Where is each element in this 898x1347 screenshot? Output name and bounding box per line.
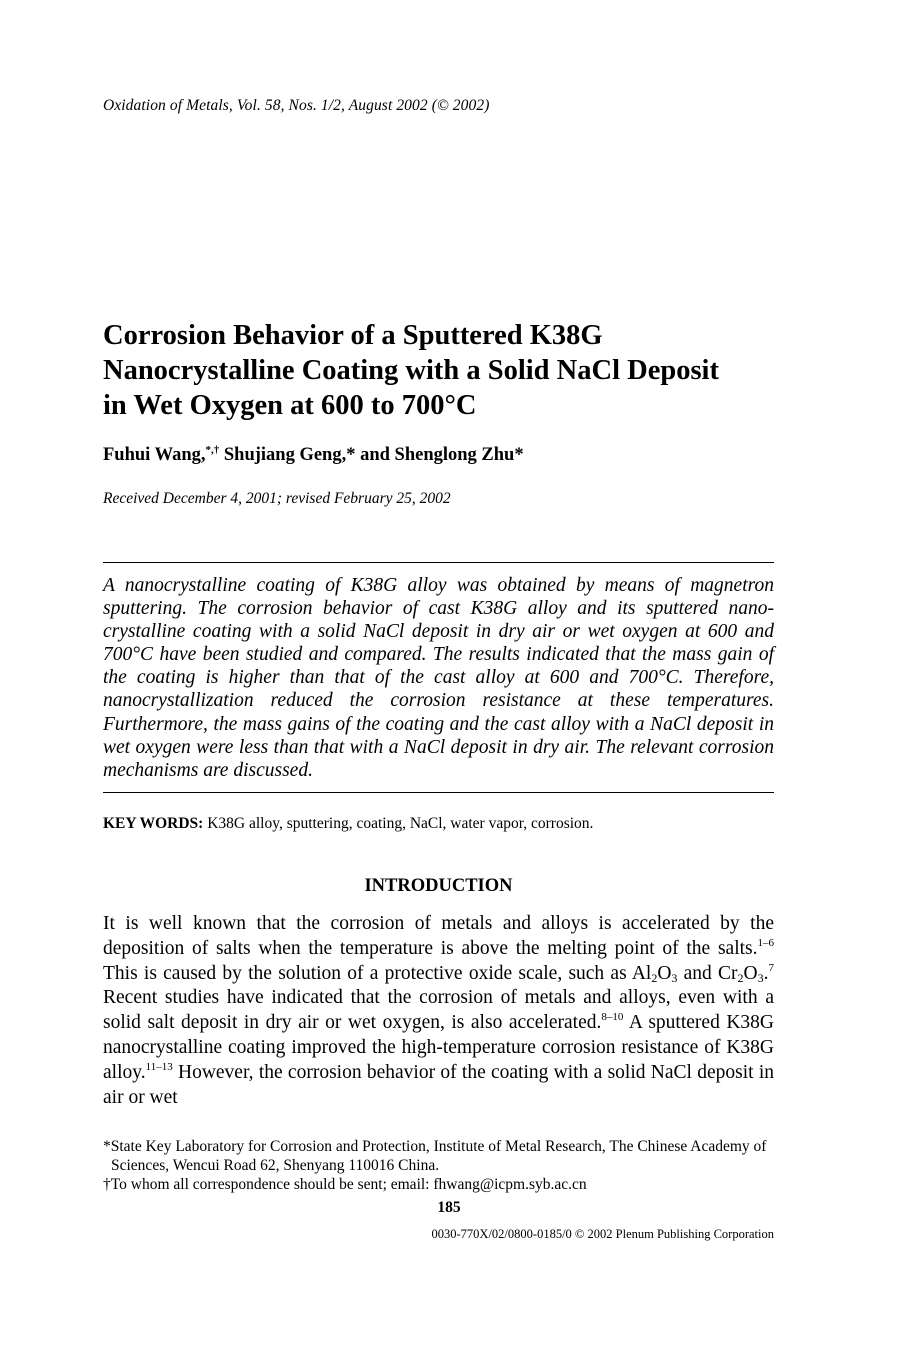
abstract-bottom-rule: [103, 792, 774, 793]
article-title: [103, 318, 803, 423]
footnote-affiliation: *State Key Laboratory for Corrosion and Protection, Institute of Metal Research, The Chinese Academy of Sciences, Wencui Road 62, Shenyang 110016 China.: [103, 1138, 767, 1174]
intro-text: and Cr: [677, 962, 738, 984]
title-line: in Wet Oxygen at 600 to 700°C: [103, 390, 477, 421]
page-number: 185: [437, 1199, 461, 1216]
footnote-correspondence: †To whom all correspondence should be sent; email: fhwang@icpm.syb.ac.cn: [103, 1176, 587, 1193]
author-name: Fuhui Wang,: [103, 445, 206, 466]
title-line: Nanocrystalline Coating with a Solid NaCl Deposit: [103, 355, 719, 386]
keywords: [103, 815, 593, 833]
intro-text: A sputtered K38G nanocrystalline coating improved the high-temperature corrosion resistance of K38G alloy.: [103, 1012, 774, 1083]
subscript: 2: [651, 970, 658, 985]
reference-mark: 8–10: [601, 1011, 624, 1024]
intro-text: .: [763, 962, 769, 984]
abstract-top-rule: [103, 562, 774, 563]
intro-text: O: [657, 962, 672, 984]
abstract: A nanocrystalline coating of K38G alloy was obtained by means of magnetron sputtering. The corrosion behavior of cast K38G alloy and its sputtered nano-crystalline coating with a solid NaCl deposit in dry air or wet oxygen at 600 and 700°C have been studied and compared. The results indicated that the mass gain of the coating is higher than that of the cast alloy at 600 and 700°C. Therefore, nanocrystallization reduced the corrosion resistance at these temperatures. Furthermore, the mass gains of the coating and the cast alloy with a NaCl deposit in wet oxygen were less than that with a NaCl deposit in dry air. The relevant corrosion mechanisms are discussed.: [103, 575, 774, 781]
introduction-paragraph: [103, 912, 774, 1110]
author-list: [103, 444, 524, 466]
keywords-list: K38G alloy, sputtering, coating, NaCl, water vapor, corrosion.: [203, 815, 594, 832]
author-names-rest: Shujiang Geng,* and Shenglong Zhu*: [219, 445, 524, 466]
intro-text: It is well known that the corrosion of metals and alloys is accelerated by the deposition of salts when the temperature is above the melting point of the salts.: [103, 913, 774, 959]
author-affiliation-marks: *,†: [205, 444, 220, 456]
section-heading-introduction: INTRODUCTION: [364, 876, 513, 896]
copyright-line: 0030-770X/02/0800-0185/0 © 2002 Plenum Publishing Corporation: [431, 1227, 774, 1241]
title-line: Corrosion Behavior of a Sputtered K38G: [103, 320, 603, 351]
reference-mark: 1–6: [757, 936, 774, 949]
journal-citation: Oxidation of Metals, Vol. 58, Nos. 1/2, August 2002 (© 2002): [103, 97, 490, 114]
reference-mark: 11–13: [145, 1060, 173, 1073]
intro-text: However, the corrosion behavior of the coating with a solid NaCl deposit in air or wet: [103, 1061, 774, 1108]
intro-text: O: [743, 962, 758, 984]
intro-text: This is caused by the solution of a protective oxide scale, such as Al: [103, 962, 652, 984]
keywords-label: KEY WORDS:: [103, 815, 204, 832]
reference-mark: 7: [768, 961, 774, 974]
subscript: 3: [671, 970, 678, 985]
subscript: 3: [757, 970, 764, 985]
footnotes: [103, 1137, 774, 1194]
intro-text: Recent studies have indicated that the corrosion of metals and alloys, even with a solid salt deposit in dry air or wet oxygen, is also accelerated.: [103, 987, 774, 1034]
received-dates: Received December 4, 2001; revised February 25, 2002: [103, 490, 451, 507]
subscript: 2: [737, 970, 744, 985]
